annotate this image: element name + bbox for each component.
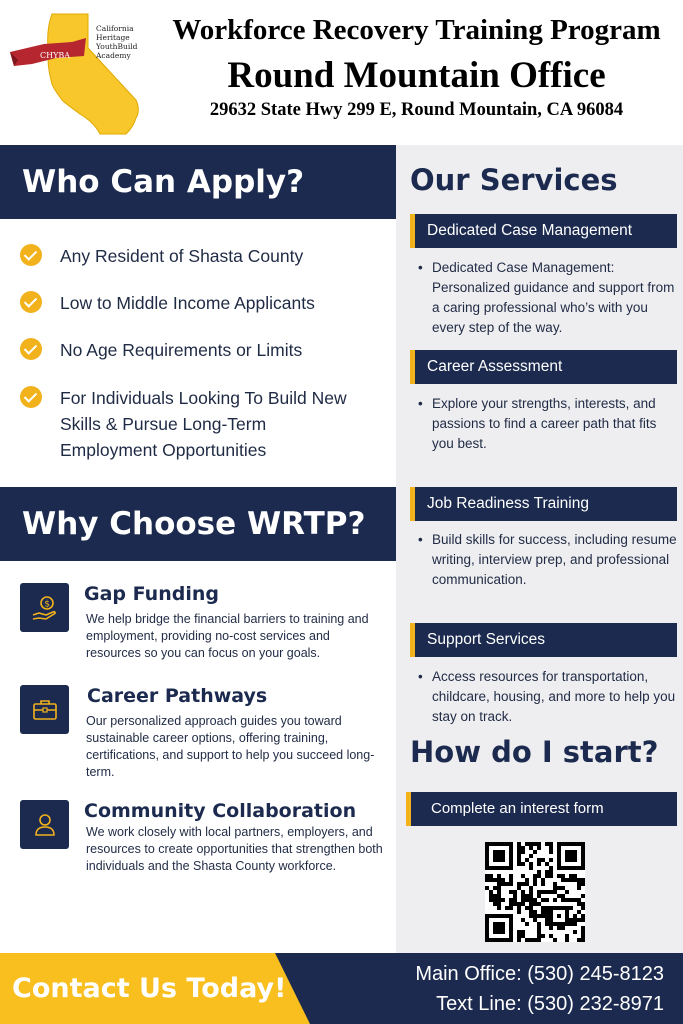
check-icon (20, 291, 42, 313)
service-title-job-readiness: Job Readiness Training (410, 487, 677, 521)
check-icon (20, 244, 42, 266)
check-icon (20, 338, 42, 360)
right-column (396, 145, 683, 953)
eligibility-text: For Individuals Looking To Build New Skills & Pursue Long-Term Employment Opportunities (60, 388, 347, 460)
office-address: 29632 State Hwy 299 E, Round Mountain, CA 96084 (209, 100, 624, 120)
left-column (0, 145, 396, 953)
program-title: Workforce Recovery Training Program (172, 14, 661, 46)
service-description: • Access resources for transportation, childcare, housing, and more to help you stay on track. (416, 667, 678, 727)
person-icon (20, 800, 69, 849)
eligibility-item (20, 337, 390, 363)
chyba-logo (8, 8, 158, 136)
why-item-description: We work closely with local partners, employers, and resources to create opportunities that strengthen both individuals and the Shasta County workforce. (86, 825, 383, 873)
footer (0, 953, 683, 1024)
who-can-apply-heading: Who Can Apply? (0, 145, 396, 219)
service-title-support-services: Support Services (410, 623, 677, 657)
svg-text:CHYBA: CHYBA (40, 51, 71, 60)
eligibility-item (20, 290, 390, 316)
qr-code-icon[interactable] (485, 842, 585, 942)
check-icon (20, 386, 42, 408)
why-item-description: Our personalized approach guides you toward sustainable career options, offering training, certifications, and support to help you succeed long-term. (86, 714, 375, 779)
logo-line: Heritage (96, 33, 130, 42)
services-heading: Our Services (410, 163, 618, 197)
eligibility-text: Low to Middle Income Applicants (60, 293, 315, 313)
text-line-phone[interactable]: Text Line: (530) 232-8971 (436, 993, 664, 1015)
service-description: • Dedicated Case Management: Personalized guidance and support from a caring professional who’s with you every step of the way. (416, 258, 678, 338)
interest-form-button[interactable]: Complete an interest form (406, 792, 677, 826)
hand-dollar-icon (20, 583, 69, 632)
header (0, 0, 683, 140)
office-title: Round Mountain Office (227, 55, 606, 96)
eligibility-item (20, 385, 390, 463)
why-item-title: Community Collaboration (84, 800, 357, 822)
why-item-description: We help bridge the financial barriers to training and employment, providing no-cost services and resources so you can focus on your goals. (86, 612, 369, 660)
svg-text:$: $ (43, 599, 50, 609)
eligibility-text: No Age Requirements or Limits (60, 340, 303, 360)
service-description: • Explore your strengths, interests, and passions to find a career path that fits you best. (416, 394, 678, 454)
how-to-start-heading: How do I start? (410, 735, 659, 769)
logo-line: Academy (96, 51, 131, 60)
why-item-title: Gap Funding (84, 583, 219, 605)
eligibility-text: Any Resident of Shasta County (60, 246, 304, 266)
briefcase-icon (20, 685, 69, 734)
service-description: • Build skills for success, including resume writing, interview prep, and professional communication. (416, 530, 678, 590)
logo-line: California (96, 24, 134, 33)
eligibility-item (20, 243, 390, 269)
contact-us-label: Contact Us Today! (12, 973, 287, 1004)
main-office-phone[interactable]: Main Office: (530) 245-8123 (415, 963, 664, 985)
why-choose-heading: Why Choose WRTP? (0, 487, 396, 561)
logo-line: YouthBuild (96, 42, 138, 51)
service-title-career-assessment: Career Assessment (410, 350, 677, 384)
why-item-title: Career Pathways (87, 685, 268, 707)
service-title-case-management: Dedicated Case Management (410, 214, 677, 248)
